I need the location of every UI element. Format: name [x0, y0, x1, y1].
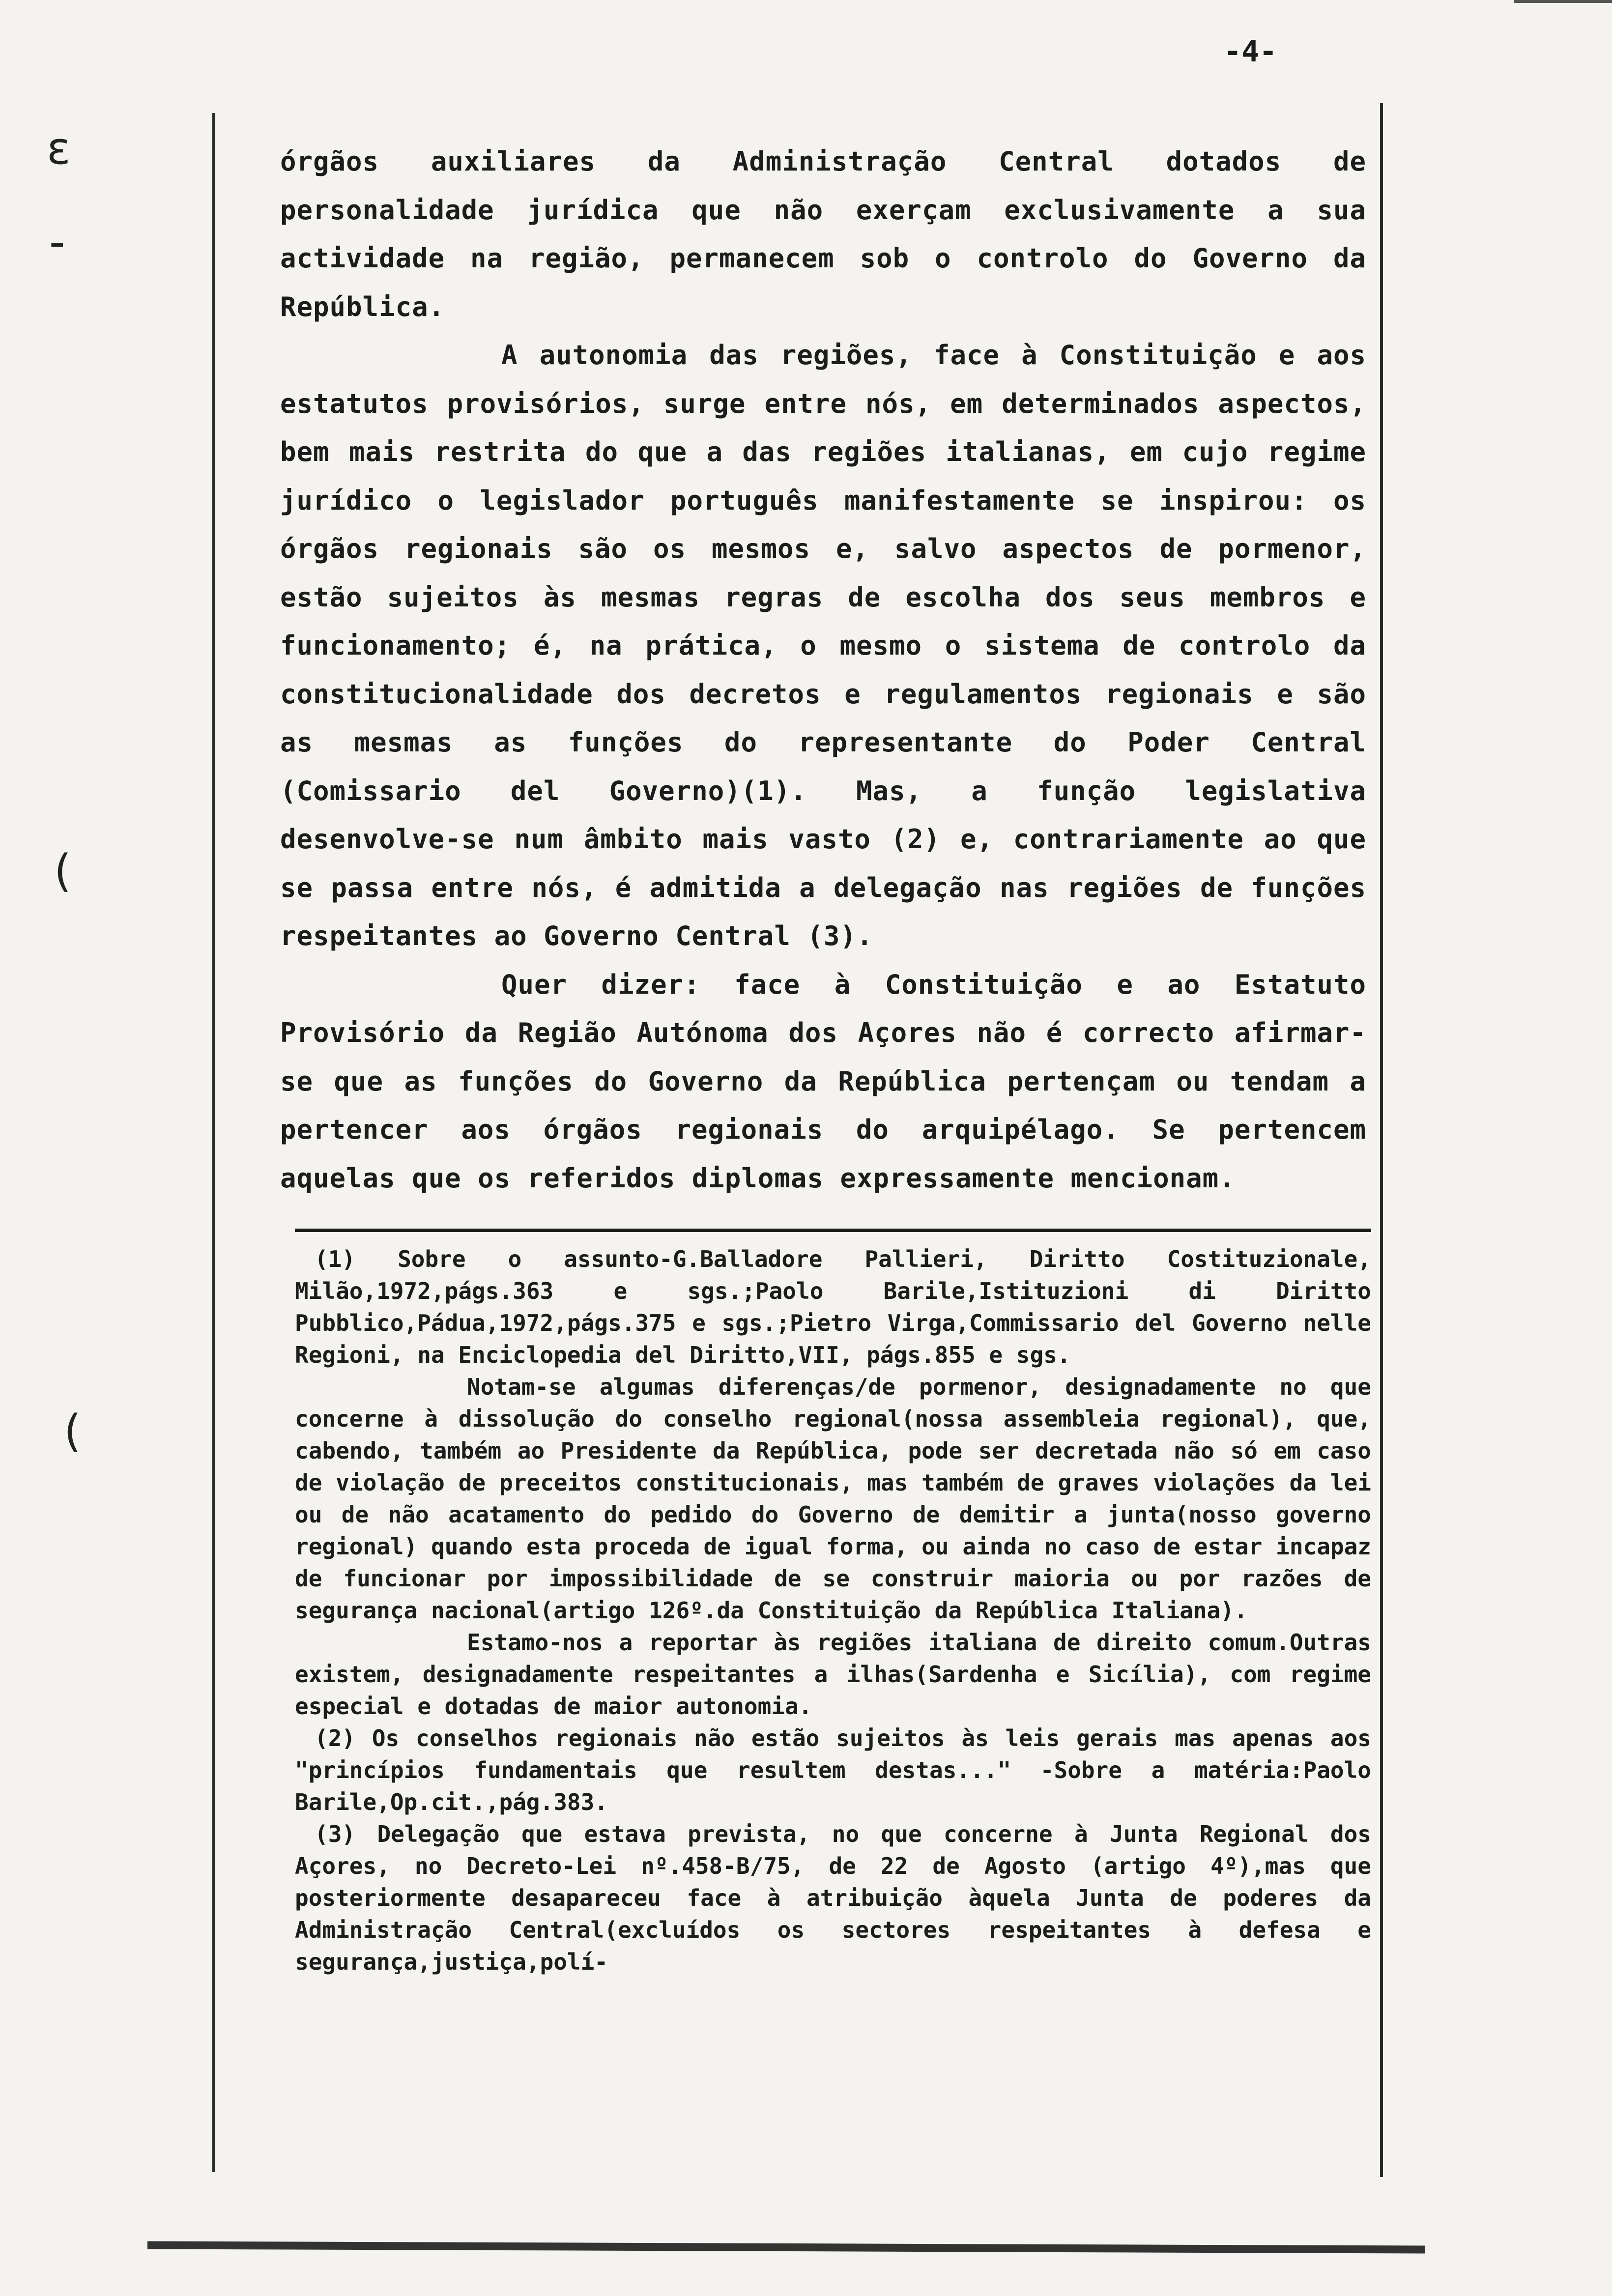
footnote: (3) Delegação que estava prevista, no que concerne à Junta Regional dos Açores, no Decreto-Lei nº.458-B/75, de 22 de Agosto (artigo 4º),mas que posteriormente desapareceu face à atribuição àquela Junta de poderes da Administração Central(excluídos os sectores respeitantes à defesa e segurança,justiça,polí-: [295, 1821, 1371, 1975]
margin-mark: -: [49, 216, 65, 268]
footnote: Estamo-nos a reportar às regiões italiana de direito comum.Outras existem, designadamente respeitantes a ilhas(Sardenha e Sicília), com regime especial e dotadas de maior autonomia.: [295, 1629, 1371, 1720]
top-right-rule: [1514, 0, 1612, 3]
footnotes: [295, 1243, 1371, 1978]
body-paragraph: órgãos auxiliares da Administração Central dotados de personalidade jurídica que não exerçam exclusivamente a sua actividade na região, permanecem sob o controlo do Governo da República.: [280, 146, 1366, 322]
footnote: (1) Sobre o assunto-G.Balladore Pallieri, Diritto Costituzionale, Milão,1972,págs.363 e sgs.;Paolo Barile,Istituzioni di Diritto Pubblico,Pádua,1972,págs.375 e sgs.;Pietro Virga,Commissario del Governo nelle Regioni, na Enciclopedia del Diritto,VII, págs.855 e sgs.: [295, 1246, 1371, 1368]
right-margin-rule: [1380, 103, 1383, 2177]
page-number: -4-: [1224, 34, 1277, 69]
bottom-scan-edge: [147, 2241, 1425, 2253]
footnote-separator: [295, 1229, 1371, 1232]
margin-bracket-mark: (: [54, 845, 72, 897]
body-paragraph: A autonomia das regiões, face à Constituição e aos estatutos provisórios, surge entre nós, em determinados aspectos, bem mais restrita do que a das regiões italianas, em cujo regime jurídico o legislador português manifestamente se inspirou: os órgãos regionais são os mesmos e, salvo aspectos de pormenor, estão sujeitos às mesmas regras de escolha dos seus membros e funcionamento; é, na prática, o mesmo o sistema de controlo da constitucionalidade dos decretos e regulamentos regionais e são as mesmas as funções do representante do Poder Central (Comissario del Governo)(1). Mas, a função legislativa desenvolve-se num âmbito mais vasto (2) e, contrariamente ao que se passa entre nós, é admitida a delegação nas regiões de funções respeitantes ao Governo Central (3).: [280, 340, 1366, 951]
main-text: [280, 138, 1366, 1203]
left-margin-rule: [212, 113, 215, 2172]
body-paragraph: Quer dizer: face à Constituição e ao Estatuto Provisório da Região Autónoma dos Açores não é correcto afirmar-se que as funções do Governo da República pertençam ou tendam a pertencer aos órgãos regionais do arquipélago. Se pertencem aquelas que os referidos diplomas expressamente mencionam.: [280, 969, 1366, 1194]
margin-bracket-mark: (: [64, 1406, 82, 1457]
margin-mark: ɛ: [47, 123, 71, 174]
footnote: (2) Os conselhos regionais não estão sujeitos às leis gerais mas apenas aos "princípios fundamentais que resultem destas..." -Sobre a matéria:Paolo Barile,Op.cit.,pág.383.: [295, 1725, 1371, 1815]
footnote: Notam-se algumas diferenças/de pormenor, designadamente no que concerne à dissolução do conselho regional(nossa assembleia regional), que, cabendo, também ao Presidente da República, pode ser decretada não só em caso de violação de preceitos constitucionais, mas também de graves violações da lei ou de não acatamento do pedido do Governo de demitir a junta(nosso governo regional) quando esta proceda de igual forma, ou ainda no caso de estar incapaz de funcionar por impossibilidade de se construir maioria ou por razões de segurança nacional(artigo 126º.da Constituição da República Italiana).: [295, 1374, 1371, 1624]
